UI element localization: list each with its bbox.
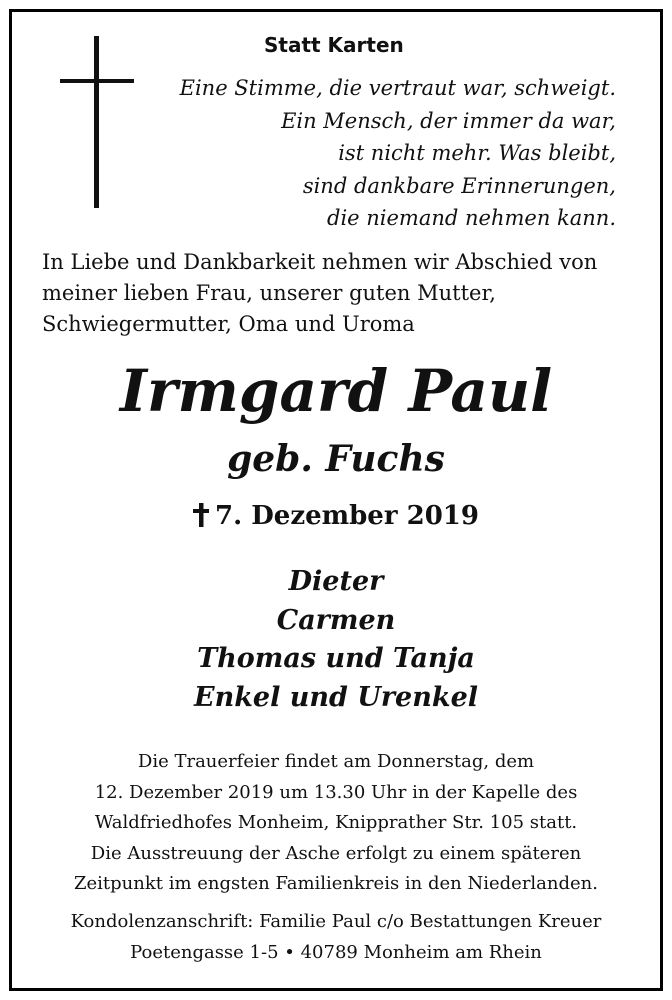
condolence-address bbox=[0, 906, 672, 968]
ceremony-line: Die Trauerfeier findet am Donnerstag, dem bbox=[137, 751, 535, 772]
intro-line: Schwiegermutter, Oma und Uroma bbox=[42, 312, 415, 336]
mourner-name: Enkel und Urenkel bbox=[193, 681, 478, 713]
ceremony-info bbox=[0, 747, 672, 900]
ceremony-line: Waldfriedhofes Monheim, Knipprather Str. 105 statt. bbox=[94, 812, 578, 833]
intro-text bbox=[42, 247, 642, 340]
mourner-name: Dieter bbox=[288, 566, 384, 597]
poem-line: Eine Stimme, die vertraut war, schweigt. bbox=[179, 76, 616, 100]
cross-icon bbox=[193, 503, 209, 527]
ceremony-line: Die Ausstreuung der Asche erfolgt zu einem späteren bbox=[90, 842, 582, 864]
contact-line: Poetengasse 1-5 • 40789 Monheim am Rhein bbox=[130, 942, 542, 963]
mourners-list bbox=[0, 563, 672, 717]
contact-line: Kondolenzanschrift: Familie Paul c/o Bestattungen Kreuer bbox=[70, 911, 602, 932]
poem bbox=[146, 72, 616, 235]
poem-line: ist nicht mehr. Was bleibt, bbox=[338, 141, 616, 165]
poem-line: die niemand nehmen kann. bbox=[327, 206, 616, 230]
birth-name: geb. Fuchs bbox=[227, 438, 445, 480]
deceased-name: Irmgard Paul bbox=[119, 357, 553, 425]
mourner-name: Carmen bbox=[276, 604, 396, 636]
intro-line: meiner lieben Frau, unserer guten Mutter, bbox=[42, 281, 496, 305]
poem-line: Ein Mensch, der immer da war, bbox=[281, 108, 616, 133]
intro-line: In Liebe und Dankbarkeit nehmen wir Abschied von bbox=[42, 250, 598, 274]
mourner-name: Thomas und Tanja bbox=[197, 643, 475, 674]
death-date-line bbox=[0, 498, 672, 534]
ceremony-line: 12. Dezember 2019 um 13.30 Uhr in der Kapelle des bbox=[94, 781, 578, 803]
ceremony-line: Zeitpunkt im engsten Familienkreis in den Niederlanden. bbox=[73, 873, 598, 894]
poem-line: sind dankbare Erinnerungen, bbox=[302, 173, 616, 198]
cross-icon bbox=[60, 36, 134, 208]
death-date: 7. Dezember 2019 bbox=[215, 501, 479, 531]
statt-karten-heading: Statt Karten bbox=[264, 33, 404, 57]
